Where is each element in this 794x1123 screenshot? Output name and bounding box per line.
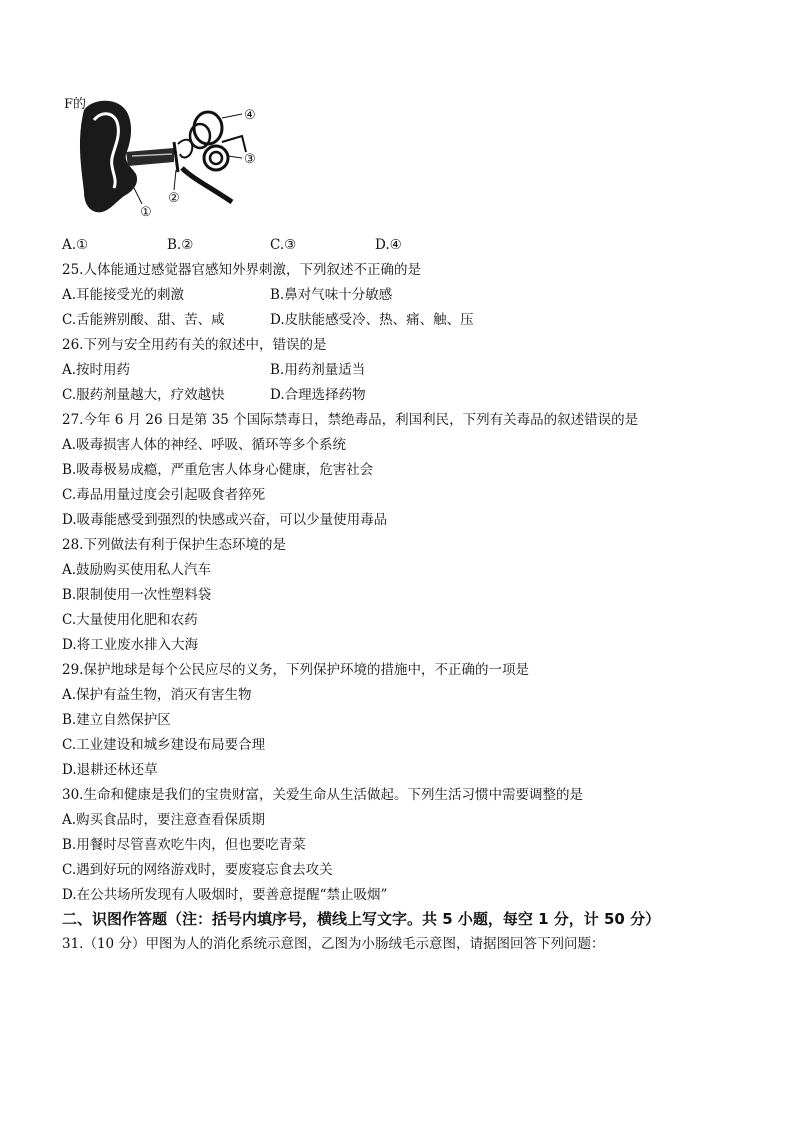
- leader-line-3: [228, 156, 242, 158]
- q25-option-d: D.皮肤能感受冷、热、痛、触、压: [270, 312, 474, 328]
- figure-label-2: ②: [168, 191, 180, 206]
- q30-option-a: A.购买食品时，要注意查看保质期: [62, 812, 266, 828]
- q24-option-d: D.④: [375, 237, 402, 253]
- q25-option-b: B.鼻对气味十分敏感: [270, 287, 393, 303]
- q25-option-a: A.耳能接受光的刺激: [62, 287, 185, 303]
- q30-option-c: C.遇到好玩的网络游戏时，要废寝忘食去攻关: [62, 862, 333, 878]
- q26-stem: 26.下列与安全用药有关的叙述中，错误的是: [62, 337, 327, 353]
- q29-option-a: A.保护有益生物，消灭有害生物: [62, 687, 252, 703]
- eardrum-line: [174, 142, 178, 172]
- leader-line-4: [222, 114, 242, 118]
- q30-stem: 30.生命和健康是我们的宝贵财富，关爱生命从生活做起。下列生活习惯中需要调整的是: [62, 787, 583, 803]
- q29-option-b: B.建立自然保护区: [62, 712, 171, 728]
- leader-line-2: [174, 170, 176, 190]
- q27-stem: 27.今年 6 月 26 日是第 35 个国际禁毒日，禁绝毒品，利国利民，下列有关毒品的叙述错误的是: [62, 412, 639, 428]
- q24-option-b: B.②: [167, 237, 194, 253]
- cochlea-outer: [204, 146, 228, 170]
- figure-label-3: ③: [244, 152, 256, 167]
- q24-option-c: C.③: [270, 237, 297, 253]
- cochlea-inner: [210, 152, 222, 164]
- q27-option-a: A.吸毒损害人体的神经、呼吸、循环等多个系统: [62, 437, 347, 453]
- q28-stem: 28.下列做法有利于保护生态环境的是: [62, 537, 286, 553]
- q27-option-d: D.吸毒能感受到强烈的快感或兴奋，可以少量使用毒品: [62, 512, 388, 528]
- q26-option-c: C.服药剂量越大，疗效越快: [62, 387, 225, 403]
- q28-option-a: A.鼓励购买使用私人汽车: [62, 562, 212, 578]
- q26-option-d: D.合理选择药物: [270, 387, 366, 403]
- figure-label-4: ④: [244, 108, 256, 123]
- q30-option-b: B.用餐时尽管喜欢吃牛肉，但也要吃青菜: [62, 837, 306, 853]
- auditory-tube-shape: [182, 168, 232, 202]
- semicircular-canal-2: [190, 124, 210, 148]
- q29-option-c: C.工业建设和城乡建设布局要合理: [62, 737, 266, 753]
- q27-option-c: C.毒品用量过度会引起吸食者猝死: [62, 487, 266, 503]
- q31-stem: 31.（10 分）甲图为人的消化系统示意图，乙图为小肠绒毛示意图，请据图回答下列问题：: [62, 936, 605, 952]
- ear-canal-shape: [126, 148, 174, 166]
- q26-option-b: B.用药剂量适当: [270, 362, 366, 378]
- q28-option-c: C.大量使用化肥和农药: [62, 612, 198, 628]
- q27-option-b: B.吸毒极易成瘾，严重危害人体身心健康，危害社会: [62, 462, 374, 478]
- q24-option-a: A.①: [62, 237, 89, 253]
- q29-stem: 29.保护地球是每个公民应尽的义务，下列保护环境的措施中，不正确的一项是: [62, 662, 529, 678]
- figure-label-1: ①: [140, 205, 152, 220]
- q29-option-d: D.退耕还林还草: [62, 762, 158, 778]
- q25-option-c: C.舌能辨别酸、甜、苦、咸: [62, 312, 225, 328]
- q30-option-d: D.在公共场所发现有人吸烟时，要善意提醒“禁止吸烟”: [62, 887, 388, 903]
- q28-option-d: D.将工业废水排入大海: [62, 637, 199, 653]
- leader-line-1: [134, 188, 142, 204]
- q26-option-a: A.按时用药: [62, 362, 131, 378]
- q25-stem: 25.人体能通过感觉器官感知外界刺激，下列叙述不正确的是: [62, 262, 421, 278]
- section-2-heading: 二、识图作答题（注：括号内填序号，横线上写文字。共 5 小题，每空 1 分，计 50 分）: [62, 910, 661, 928]
- q28-option-b: B.限制使用一次性塑料袋: [62, 587, 212, 603]
- ear-structure-diagram: [62, 92, 272, 220]
- figure-corner-text: F的: [64, 97, 87, 112]
